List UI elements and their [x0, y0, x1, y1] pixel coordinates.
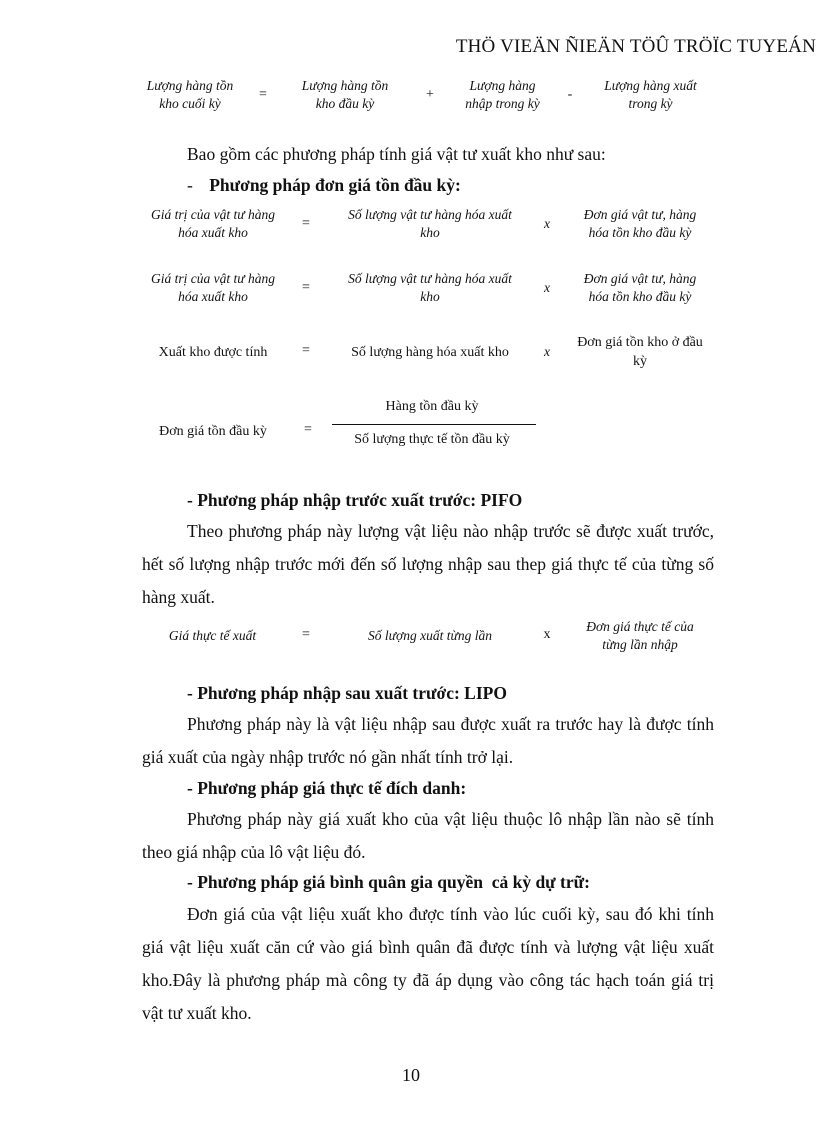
equals-sign: =	[304, 422, 312, 437]
section-4-heading: - Phương pháp giá thực tế đích danh:	[187, 778, 467, 798]
formula-line: kho	[420, 225, 440, 240]
formula-line: Số lượng vật tư hàng hóa xuất	[348, 271, 512, 286]
formula-line: Lượng hàng tồn	[301, 78, 389, 93]
section-2-heading: - Phương pháp nhập trước xuất trước: PIFO	[187, 490, 523, 510]
section-3-heading: - Phương pháp nhập sau xuất trước: LIPO	[187, 683, 507, 703]
formula-line: Lượng hàng	[469, 78, 536, 93]
equals-sign: =	[259, 87, 267, 102]
formula-b-lhs	[138, 270, 288, 306]
formula-line: Lượng hàng tồn	[146, 78, 234, 93]
formula-line: Đơn giá tồn kho ở đầu	[577, 335, 703, 350]
formula-line: từng lần nhập	[602, 637, 678, 652]
formula-main-term1	[285, 77, 405, 113]
multiply-sign: x	[544, 280, 550, 295]
equals-sign: =	[302, 280, 310, 295]
formula-line: Giá trị của vật tư hàng	[151, 207, 275, 222]
formula-line: Đơn giá thực tế của	[586, 619, 694, 634]
section-2-paragraph: Theo phương pháp này lượng vật liệu nào nhập trước sẽ được xuất trước, hết số lượng nhập trước mới đến số lượng nhập sau thep giá thực tế của từng số hàng xuất.	[142, 521, 714, 607]
formula-c-mid: Số lượng hàng hóa xuất kho	[351, 345, 509, 360]
formula-line: hóa tồn kho đầu kỳ	[588, 225, 692, 240]
formula-main-term3	[588, 77, 713, 113]
equals-sign: =	[302, 343, 310, 358]
section-1-title: Phương pháp đơn giá tồn đầu kỳ:	[209, 175, 461, 195]
formula-e-lhs: Giá thực tế xuất	[168, 628, 257, 643]
plus-sign: +	[426, 87, 434, 102]
formula-line: kỳ	[633, 354, 647, 369]
formula-line: Lượng hàng xuất	[604, 78, 697, 93]
formula-line: kho đầu kỳ	[315, 96, 375, 111]
page-header: THÖ VIEÄN ÑIEÄN TÖÛ TRÖÏC TUYEÁN	[455, 36, 816, 57]
intro-text: Bao gồm các phương pháp tính giá vật tư xuất kho như sau:	[187, 144, 606, 164]
formula-line: kho	[420, 289, 440, 304]
page-number: 10	[402, 1065, 420, 1085]
section-4-paragraph: Phương pháp này giá xuất kho của vật liệu thuộc lô nhập lần nào sẽ tính theo giá nhập của lô vật liệu đó.	[142, 809, 714, 862]
formula-main-term2	[450, 77, 555, 113]
equals-sign: =	[302, 216, 310, 231]
formula-a-mid	[332, 206, 528, 242]
formula-line: hóa tồn kho đầu kỳ	[588, 289, 692, 304]
section-1-dash: -	[187, 175, 193, 195]
formula-a-rhs	[565, 206, 715, 242]
formula-e-mid: Số lượng xuất từng lần	[368, 628, 492, 643]
formula-b-rhs	[565, 270, 715, 306]
section-5-heading: - Phương pháp giá bình quân gia quyền cả kỳ dự trữ:	[187, 872, 590, 892]
formula-line: nhập trong kỳ	[465, 96, 540, 111]
formula-line: Đơn giá vật tư, hàng	[583, 271, 697, 286]
equals-sign: =	[302, 627, 310, 642]
formula-c-rhs	[565, 333, 715, 371]
formula-line: Đơn giá vật tư, hàng	[583, 207, 697, 222]
formula-c-lhs: Xuất kho được tính	[158, 345, 268, 360]
formula-main-lhs	[130, 77, 250, 113]
formula-e-rhs	[565, 618, 715, 654]
multiply-sign: x	[544, 216, 550, 231]
fraction-bar	[332, 424, 536, 425]
section-5-paragraph: Đơn giá của vật liệu xuất kho được tính vào lúc cuối kỳ, sau đó khi tính giá vật liệu xuất căn cứ vào giá bình quân đã được tính và lượng vật liệu xuất kho.Đây là phương pháp mà công ty đã áp dụng vào công tác hạch toán giá trị vật tư xuất kho.	[142, 904, 714, 1023]
formula-line: kho cuối kỳ	[159, 96, 221, 111]
formula-d-lhs: Đơn giá tồn đầu kỳ	[159, 424, 267, 439]
formula-line: hóa xuất kho	[178, 225, 248, 240]
fraction-denominator: Số lượng thực tế tồn đầu kỳ	[354, 432, 510, 447]
formula-line: Giá trị của vật tư hàng	[151, 271, 275, 286]
formula-line: Số lượng vật tư hàng hóa xuất	[348, 207, 512, 222]
section-3-paragraph: Phương pháp này là vật liệu nhập sau được xuất ra trước hay là được tính giá xuất của ngày nhập trước nó gần nhất tính trở lại.	[142, 714, 714, 767]
formula-b-mid	[332, 270, 528, 306]
formula-line: trong kỳ	[628, 96, 673, 111]
multiply-sign: x	[543, 627, 551, 642]
formula-a-lhs	[138, 206, 288, 242]
multiply-sign: x	[544, 344, 550, 359]
formula-line: hóa xuất kho	[178, 289, 248, 304]
section-1-heading	[187, 169, 461, 202]
fraction-numerator: Hàng tồn đầu kỳ	[385, 399, 479, 414]
minus-sign: -	[567, 87, 573, 102]
